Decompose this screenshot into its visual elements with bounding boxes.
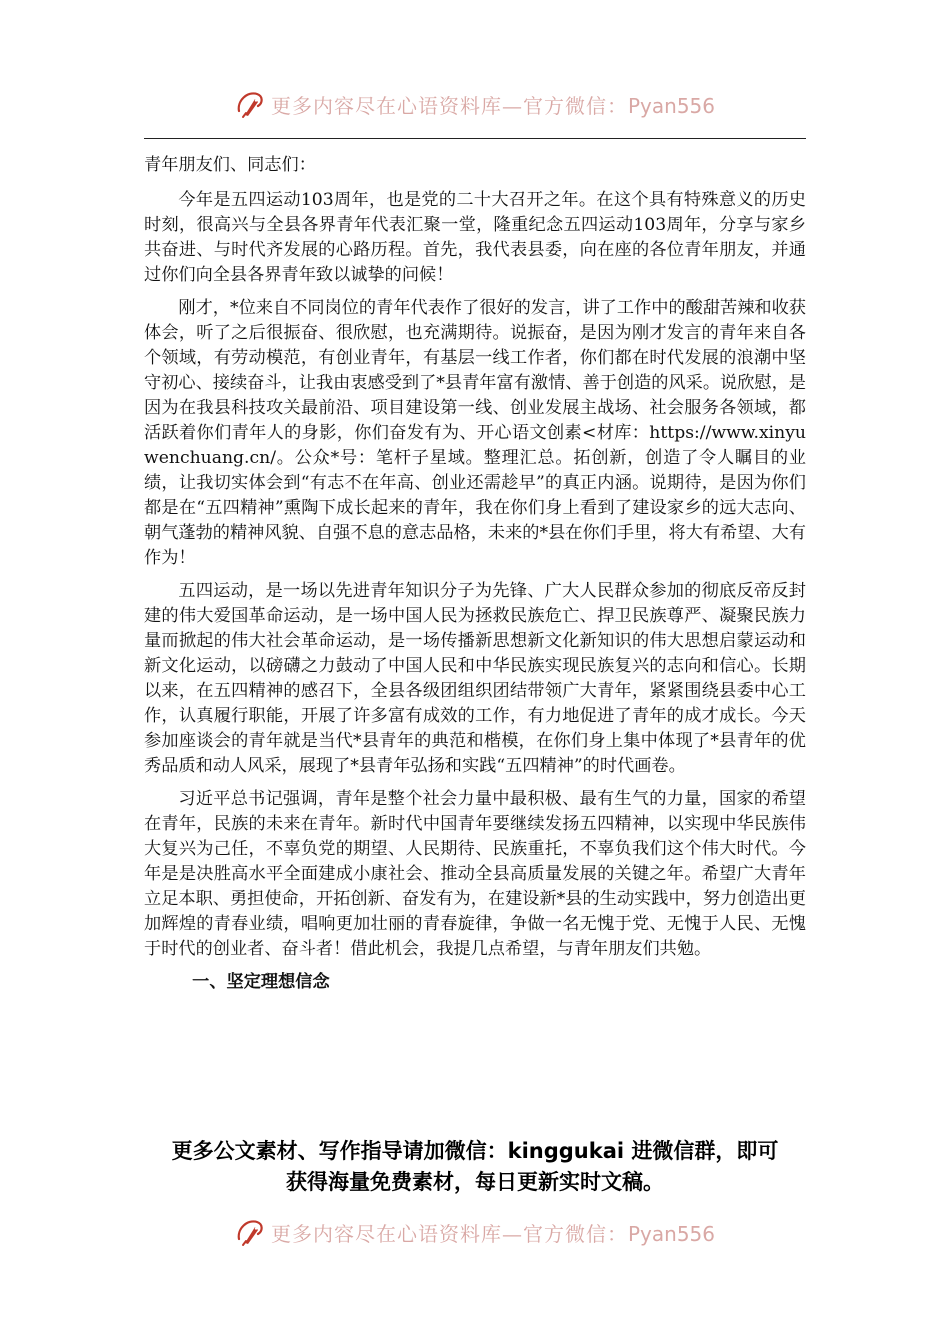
footer-banner-text: 更多内容尽在心语资料库—官方微信：Pyan556 [270, 1221, 715, 1246]
footer-banner [0, 1212, 950, 1252]
paragraph-1: 今年是五四运动103周年，也是党的二十大召开之年。在这个具有特殊意义的历史时刻，很高兴与全县各界青年代表汇聚一堂，隆重纪念五四运动103周年，分享与家乡共奋进、与时代齐发展的心路历程。首先，我代表县委，向在座的各位青年朋友，并通过你们向全县各界青年致以诚挚的问候！ [144, 190, 806, 285]
footer-promo-line-2: 获得海量免费素材，每日更新实时文稿。 [286, 1170, 664, 1194]
pen-nib-logo-icon [235, 1217, 265, 1247]
paragraph-4: 习近平总书记强调，青年是整个社会力量中最积极、最有生气的力量，国家的希望在青年，民族的未来在青年。新时代中国青年要继续发扬五四精神，以实现中华民族伟大复兴为己任，不辜负党的期望、人民期待、民族重托，不辜负我们这个伟大时代。今年是是决胜高水平全面建成小康社会、推动全县高质量发展的关键之年。希望广大青年立足本职、勇担使命，开拓创新、奋发有为，在建设新*县的生动实践中，努力创造出更加辉煌的青春业绩，唱响更加壮丽的青春旋律，争做一名无愧于党、无愧于人民、无愧于时代的创业者、奋斗者！借此机会，我提几点希望，与青年朋友们共勉。 [144, 789, 806, 959]
header-banner [0, 84, 950, 124]
pen-nib-logo-icon [235, 89, 265, 119]
footer-promo [144, 1136, 806, 1198]
paragraph-2: 刚才，*位来自不同岗位的青年代表作了很好的发言，讲了工作中的酸甜苦辣和收获体会，听了之后很振奋、很欣慰，也充满期待。说振奋，是因为刚才发言的青年来自各个领域，有劳动模范，有创业青年，有基层一线工作者，你们都在时代发展的浪潮中坚守初心、接续奋斗，让我由衷感受到了*县青年富有激情、善于创造的风采。说欣慰，是因为在我县科技攻关最前沿、项目建设第一线、创业发展主战场、社会服务各领域，都活跃着你们青年人的身影，你们奋发有为、开心语文创素<材库：https://www.xinyuwenchuang.cn/。公众*号：笔杆子星域。整理汇总。拓创新，创造了令人瞩目的业绩，让我切实体会到“有志不在年高、创业还需趁早”的真正内涵。说期待，是因为你们都是在“五四精神”熏陶下成长起来的青年，我在你们身上看到了建设家乡的远大志向、朝气蓬勃的精神风貌、自强不息的意志品格，未来的*县在你们手里，将大有希望、大有作为！ [144, 298, 806, 568]
document-body [144, 153, 806, 995]
section-heading: 一、坚定理想信念 [192, 972, 330, 992]
header-divider [144, 138, 806, 139]
header-banner-text: 更多内容尽在心语资料库—官方微信：Pyan556 [270, 93, 715, 118]
greeting: 青年朋友们、同志们： [144, 155, 316, 175]
footer-promo-line-1: 更多公文素材、写作指导请加微信：kinggukai 进微信群，即可 [171, 1139, 779, 1163]
paragraph-3: 五四运动，是一场以先进青年知识分子为先锋、广大人民群众参加的彻底反帝反封建的伟大爱国革命运动，是一场中国人民为拯救民族危亡、捍卫民族尊严、凝聚民族力量而掀起的伟大社会革命运动，是一场传播新思想新文化新知识的伟大思想启蒙运动和新文化运动，以磅礴之力鼓动了中国人民和中华民族实现民族复兴的志向和信心。长期以来，在五四精神的感召下，全县各级团组织团结带领广大青年，紧紧围绕县委中心工作，认真履行职能，开展了许多富有成效的工作，有力地促进了青年的成才成长。今天参加座谈会的青年就是当代*县青年的典范和楷模，在你们身上集中体现了*县青年的优秀品质和动人风采，展现了*县青年弘扬和实践“五四精神”的时代画卷。 [144, 581, 806, 776]
